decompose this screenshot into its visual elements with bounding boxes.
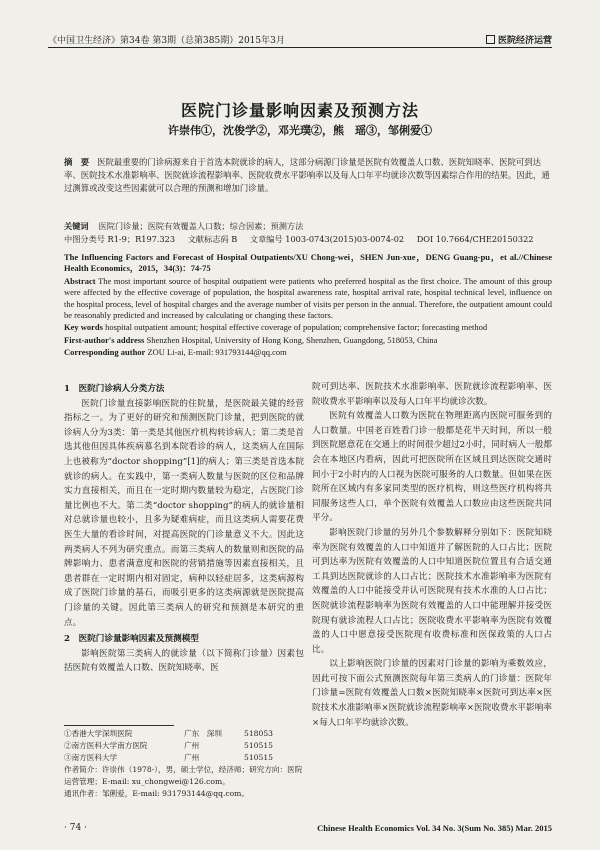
affiliation-3: ③南方医科大学 广州 510515 xyxy=(64,753,273,762)
paragraph: 影响医院第三类病人的就诊量（以下简称门诊量）因素包括医院有效覆盖人口数、医院知晓率、医 xyxy=(64,648,304,674)
footnote-rule xyxy=(64,725,174,726)
keywords-zh-label: 关键词 xyxy=(64,221,89,231)
article-number: 文章编号 1003-0743(2015)03-0074-02 xyxy=(249,234,405,244)
keywords-zh-text: 医院门诊量；医院有效覆盖人口数；综合因素；预测方法 xyxy=(98,221,304,231)
doi: DOI 10.7664/CHE20150322 xyxy=(416,234,534,244)
abstract-zh-label: 摘 要 xyxy=(64,157,90,167)
english-abstract-block xyxy=(64,252,552,360)
column-name: 医院经济运营 xyxy=(497,36,552,46)
first-author-address: Shenzhen Hospital, University of Hong Kong, Shenzhen, Guangdong, 518053, China xyxy=(146,334,438,345)
header-rule xyxy=(48,47,552,48)
affiliation-2: ②南方医科大学南方医院 广州 510515 xyxy=(64,741,273,750)
paragraph: 院可到达率、医院技术水准影响率、医院就诊流程影响率、医院收费水平影响率以及每人口年平均就诊次数。 xyxy=(312,382,552,407)
abstract-zh-text: 医院最重要的门诊病源来自于首选本院就诊的病人，这部分病源门诊量是医院有效覆盖人口数、医院知晓率、医院可到达率、医院技术水准影响率、医院就诊流程影响率、医院收费水平影响率以及每人口年平均就诊次数等因素综合作用的结果。因此，通过测算或改变这些因素就可以合理的预测和增加门诊量。 xyxy=(64,157,550,194)
author-list: 许崇伟①，沈俊学②，邓光璞②，熊 瑶③，邹俐爱① xyxy=(168,124,432,137)
section-heading-2: 2 医院门诊量影响因素及预测模型 xyxy=(64,634,199,645)
author-bio: 作者简介：许崇伟（1978-），男，硕士学位，经济师；研究方向：医院运营管理；E-mail: xu_chongwei@126.com。 xyxy=(64,765,303,786)
abstract-zh xyxy=(64,156,552,196)
keywords-en-label: Key words xyxy=(64,322,103,333)
paragraph: 以上影响医院门诊量的因素对门诊量的影响为乘数效应，因此可按下面公式预测医院每年第三类病人的门诊量：医院年门诊量=医院有效覆盖人口数×医院知晓率×医院可到达率×医院技术水准影响率×医院就诊流程影响率×医院收费水平影响率×每人口年平均就诊次数。 xyxy=(312,659,552,728)
corresponding-author: ZOU Li-ai, E-mail: 931793144@qq.com xyxy=(147,347,287,358)
running-header xyxy=(48,30,552,46)
column-label xyxy=(486,33,552,46)
classification-block xyxy=(64,220,552,246)
paragraph: 影响医院门诊量的另外几个参数解释分别如下：医院知晓率为医院有效覆盖的人口中知道并了解医院的人口占比；医院可到达率为医院有效覆盖的人口中知道医院位置且有合适交通工具到达医院就诊的人口占比；医院技术水准影响率为医院有效覆盖的人口中能接受并认可医院现有技术水准的人口占比；医院就诊流程影响率为医院有效覆盖的人口中能理解并接受医院现有就诊流程人口占比；医院收费水平影响率为医院有效覆盖的人口中愿意接受医院现有收费标准和医保政策的人口占比。 xyxy=(312,527,552,655)
corresponding-label: Corresponding author xyxy=(64,347,146,358)
doc-code: 文献标志码 B xyxy=(187,234,238,244)
first-author-label: First-author's address xyxy=(64,334,145,345)
abstract-en-label: Abstract xyxy=(64,275,96,286)
paragraph: 医院门诊量直接影响医院的住院量，是医院最关键的经营指标之一。为了更好的研究和预测医院门诊量，把到医院的就诊病人分为3类：第一类是其他医疗机构转诊病人；第二类是首选其他但因具体疾病慕名到本院看诊的病人，这类病人在国际上也被称为“doctor shopping”[1]的病人；第三类是首选本院就诊的病人。在实践中，第一类病人数量与医院的区位和品牌实力直接相关，而且在一定时期内数量较为稳定，占医院门诊量比例也不大。第二类“doctor shopping”的病人的就诊量相对总就诊量也较小，且多为疑难病症，而且这类病人需要花费医生大量的看诊时间，对提高医院的门诊量意义不大。因此这两类病人不列为研究重点。而第三类病人的数量则和医院的品牌影响力、患者满意度和医院的营销措施等因素直接相关，且患者群在一定时期内相对固定，病种以轻症居多，这类病源构成了医院门诊量的基石，而吸引更多的这类病源就是医院提高门诊量的关键。因此第三类病人的研究和预测是本研究的重点。 xyxy=(64,398,304,628)
article-title: 医院门诊量影响因素及预测方法 xyxy=(180,101,419,120)
page-number: · 74 · xyxy=(64,823,87,833)
journal-footer: Chinese Health Economics Vol. 34 No. 3(Sum No. 385) Mar. 2015 xyxy=(317,823,552,833)
corresponding-contact: 通讯作者：邹俐爱，E-mail: 931793144@qq.com。 xyxy=(64,789,249,798)
keywords-en-text: hospital outpatient amount; hospital effective coverage of population; comprehensive factor; forecasting method xyxy=(105,322,488,333)
body-column-left xyxy=(64,380,304,676)
section-heading-1: 1 医院门诊病人分类方法 xyxy=(64,384,165,394)
paragraph: 医院有效覆盖人口数为医院在物理距离内医院可服务到的人口数量。中国老百姓看门诊一般都是花半天时间，所以一般到医院愿意花在交通上的时间很少超过2小时，同时病人一般都会在本地区内看病，因此可把医院所在区域且到达医院交通时间小于2小时内的人口视为医院可服务的人口数量。但如果在医院所在区域内有多家同类型的医疗机构，则这些医疗机构将共同服务这些人口，单个医院有效覆盖人口数应由这些医院共同平分。 xyxy=(312,411,552,524)
journal-issue-info: 《中国卫生经济》第34卷 第3期（总第385期）2015年3月 xyxy=(48,36,285,46)
affiliation-1: ①香港大学深圳医院 广东 深圳 518053 xyxy=(64,729,273,738)
footnotes xyxy=(64,728,304,800)
abstract-en-text: The most important source of hospital outpatient were patients who preferred hospital as the first choice. The amount of this group were affected by the effective coverage of population, the hospital awareness rate, hospital arrival rate, hospital technical level, influence on the hospital process, level of hospital charges and the average number of visits per person in the annual. Therefore, the outpatient amount could be reasonably predicted and increased by calculating or changing these factors. xyxy=(64,275,552,321)
square-box-icon xyxy=(486,35,495,44)
clc-number: 中图分类号 R1-9；R197.323 xyxy=(64,234,176,244)
body-column-right xyxy=(312,380,552,730)
english-title-line: The Influencing Factors and Forecast of Hospital Outpatients/XU Chong-wei，SHEN Jun-xue，DENG Guang-pu，et al.//Chinese Health Economics，2015，34(3)：74-75 xyxy=(64,252,552,274)
